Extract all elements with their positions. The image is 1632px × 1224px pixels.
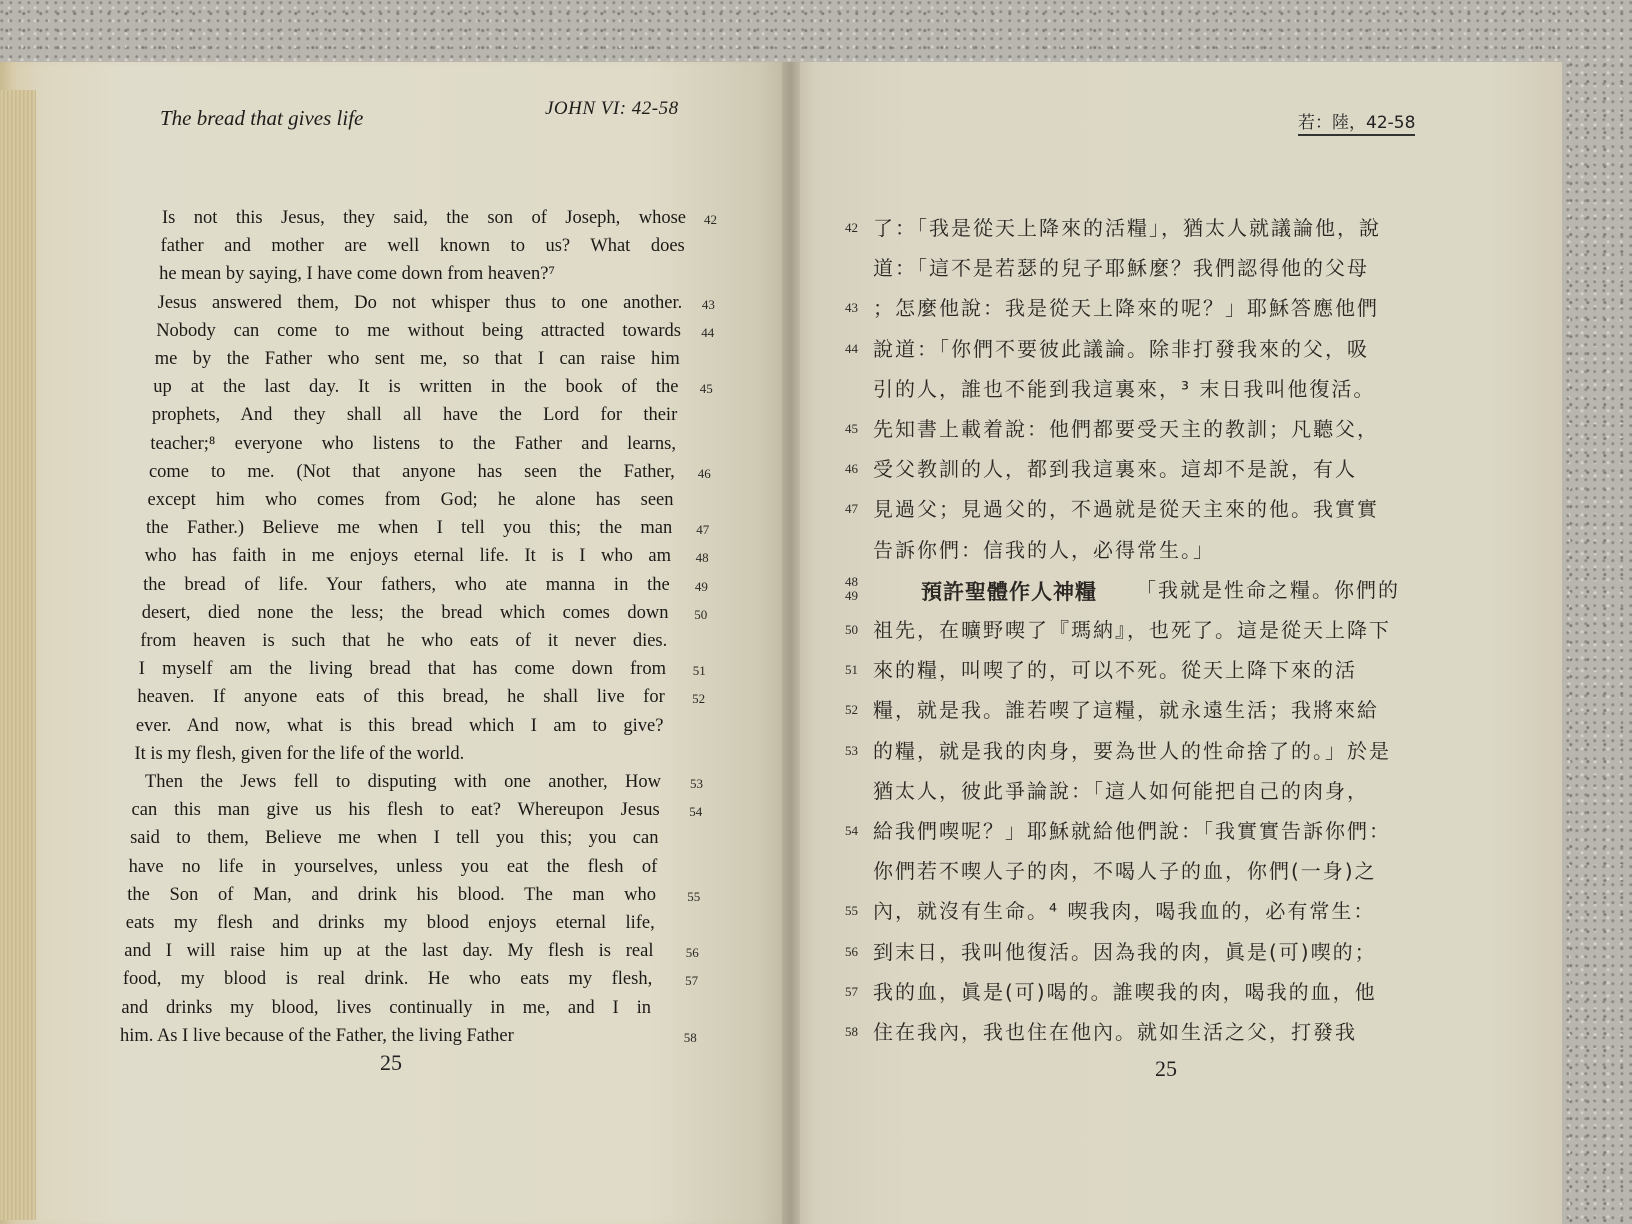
chinese-line: 「我就是性命之糧。你們的 xyxy=(1136,577,1400,602)
chinese-line: 告訴你們：信我的人，必得常生。」 xyxy=(873,537,1215,562)
english-line: father and mother are well known to us? What does xyxy=(160,236,685,257)
verse-number: 42 xyxy=(704,212,717,227)
verse-number: 55 xyxy=(845,903,858,919)
chinese-line: 了：「我是從天上降來的活糧」，猶太人就議論他，說 xyxy=(873,216,1381,240)
english-line: and I will raise him up at the last day. My flesh is real xyxy=(124,941,654,962)
english-line: said to them, Believe me when I tell you this; you can xyxy=(130,828,659,849)
chinese-line: 你們若不喫人子的肉，不喝人子的血，你們(一身)之 xyxy=(873,859,1377,884)
english-line: desert, died none the less; the bread which comes down xyxy=(141,602,669,623)
verse-number: 56 xyxy=(685,945,699,961)
verse-number: 56 xyxy=(845,943,858,959)
verse-number: 53 xyxy=(845,742,858,758)
english-line: It is my flesh, given for the life of the world. xyxy=(134,743,465,764)
chapter-reference: JOHN VI: 42-58 xyxy=(545,98,679,119)
verse-number: 50 xyxy=(694,606,708,622)
english-line: from heaven is such that he who eats of it never dies. xyxy=(140,631,668,651)
chinese-line: 住在我內，我也住在他內。就如生活之父，打發我 xyxy=(873,1020,1357,1044)
chinese-line: 的糧，就是我的肉身，要為世人的性命捨了的。」於是 xyxy=(873,738,1391,763)
verse-number: 58 xyxy=(845,1024,858,1039)
english-line: teacher;⁸ everyone who listens to the Father and learns, xyxy=(150,433,676,454)
verse-number: 46 xyxy=(845,461,858,477)
chinese-line: 引的人，誰也不能到我這裏來，³ 末日我叫他復活。 xyxy=(873,376,1376,401)
verse-number: 54 xyxy=(845,823,858,838)
english-line: Nobody can come to me without being attracted towards xyxy=(156,320,681,341)
verse-number: 43 xyxy=(845,300,858,316)
verse-number: 47 xyxy=(845,501,858,517)
english-line: he mean by saying, I have come down from heaven?⁷ xyxy=(159,264,555,285)
chinese-line: 先知書上載着說：他們都要受天主的教訓；凡聽父， xyxy=(873,417,1379,441)
verse-number: 45 xyxy=(845,421,858,436)
left-page-number: 25 xyxy=(380,1050,402,1075)
verse-number: 48 xyxy=(845,573,858,589)
verse-number: 44 xyxy=(701,324,715,340)
book-gutter xyxy=(782,62,800,1224)
chinese-line: 見過父；見過父的，不過就是從天主來的他。我實實 xyxy=(873,497,1379,522)
verse-number: 43 xyxy=(701,296,715,312)
verse-number: 49 xyxy=(694,578,708,594)
english-line: Is not this Jesus, they said, the son of Joseph, whose xyxy=(162,208,686,228)
english-line: who has faith in me enjoys eternal life. It is I who am xyxy=(144,546,671,567)
verse-number: 53 xyxy=(690,776,703,791)
english-line: the bread of life. Your fathers, who ate manna in the xyxy=(143,574,670,595)
english-line: Jesus answered them, Do not whisper thus to one another. xyxy=(157,292,683,313)
verse-number: 47 xyxy=(696,522,710,538)
chinese-line: 我的血，眞是(可)喝的。誰喫我的肉，喝我的血，他 xyxy=(873,979,1377,1004)
chinese-line: 給我們喫呢？」耶穌就給他們說：「我實實告訴你們： xyxy=(873,819,1391,843)
verse-number: 48 xyxy=(695,550,709,566)
english-line: food, my blood is real drink. He who eats my flesh, xyxy=(122,969,653,990)
chinese-line: 內，就沒有生命。⁴ 喫我肉，喝我血的，必有常生： xyxy=(873,899,1376,924)
chinese-line: 受父教訓的人，都到我這裏來。這却不是說，有人 xyxy=(873,457,1357,482)
verse-number: 55 xyxy=(687,888,701,904)
section-heading: 預許聖體作人神糧 xyxy=(921,580,1097,604)
chinese-line: 來的糧，叫喫了的，可以不死。從天上降下來的活 xyxy=(873,658,1357,683)
verse-number: 52 xyxy=(692,691,706,707)
verse-number: 44 xyxy=(845,340,858,356)
english-line: the Father.) Believe me when I tell you this; the man xyxy=(146,518,673,539)
english-line: and drinks my blood, lives continually in me, and I in xyxy=(121,997,651,1018)
chinese-chapter-reference: 若：陸，42-58 xyxy=(1298,108,1415,136)
running-title: The bread that gives life xyxy=(160,106,364,130)
verse-number: 49 xyxy=(845,587,858,603)
chinese-line: 猶太人，彼此爭論說：「這人如何能把自己的肉身， xyxy=(873,778,1369,803)
english-line: can this man give us his flesh to eat? Whereupon Jesus xyxy=(131,800,660,821)
chinese-line: 到末日，我叫他復活。因為我的肉，眞是(可)喫的； xyxy=(873,939,1377,964)
page-edges xyxy=(0,90,36,1220)
chinese-line: 道：「這不是若瑟的兒子耶穌麼？我們認得他的父母 xyxy=(873,256,1369,281)
verse-number: 57 xyxy=(845,983,858,999)
verse-number: 51 xyxy=(845,662,858,678)
chinese-line: 糧，就是我。誰若喫了這糧，就永遠生活；我將來給 xyxy=(873,698,1379,723)
english-line: the Son of Man, and drink his blood. The man who xyxy=(127,884,656,905)
verse-number: 52 xyxy=(845,702,858,718)
english-line: heaven. If anyone eats of this bread, he shall live for xyxy=(137,687,665,708)
verse-number: 42 xyxy=(845,220,858,235)
verse-number: 58 xyxy=(683,1029,697,1045)
verse-number: 45 xyxy=(699,381,713,397)
right-page-number: 25 xyxy=(1155,1056,1177,1081)
chinese-line: 說道：「你們不要彼此議論。除非打發我來的父，吸 xyxy=(873,336,1369,361)
english-line: have no life in yourselves, unless you eat the flesh of xyxy=(128,856,658,877)
english-line: come to me. (Not that anyone has seen the Father, xyxy=(148,461,675,482)
english-line: prophets, And they shall all have the Lord for their xyxy=(151,405,678,426)
verse-number: 46 xyxy=(697,465,711,481)
english-line: Then the Jews fell to disputing with one another, How xyxy=(145,772,661,792)
english-line: up at the last day. It is written in the book of the xyxy=(153,377,679,398)
verse-number: 54 xyxy=(689,804,703,820)
english-line: him. As I live because of the Father, the living Father xyxy=(119,1025,514,1046)
verse-number: 57 xyxy=(685,973,699,989)
english-line: ever. And now, what is this bread which I am to give? xyxy=(135,715,664,736)
chinese-line: ；怎麼他說：我是從天上降來的呢？」耶穌答應他們 xyxy=(873,296,1379,321)
english-line: except him who comes from God; he alone has seen xyxy=(147,490,674,510)
verse-number: 51 xyxy=(692,663,706,679)
english-line: eats my flesh and drinks my blood enjoys eternal life, xyxy=(125,913,655,933)
verse-number: 50 xyxy=(845,622,858,637)
english-line: I myself am the living bread that has come down from xyxy=(138,659,666,680)
chinese-line: 祖先，在曠野喫了『瑪納』，也死了。這是從天上降下 xyxy=(873,618,1391,642)
english-line: me by the Father who sent me, so that I can raise him xyxy=(154,349,680,369)
